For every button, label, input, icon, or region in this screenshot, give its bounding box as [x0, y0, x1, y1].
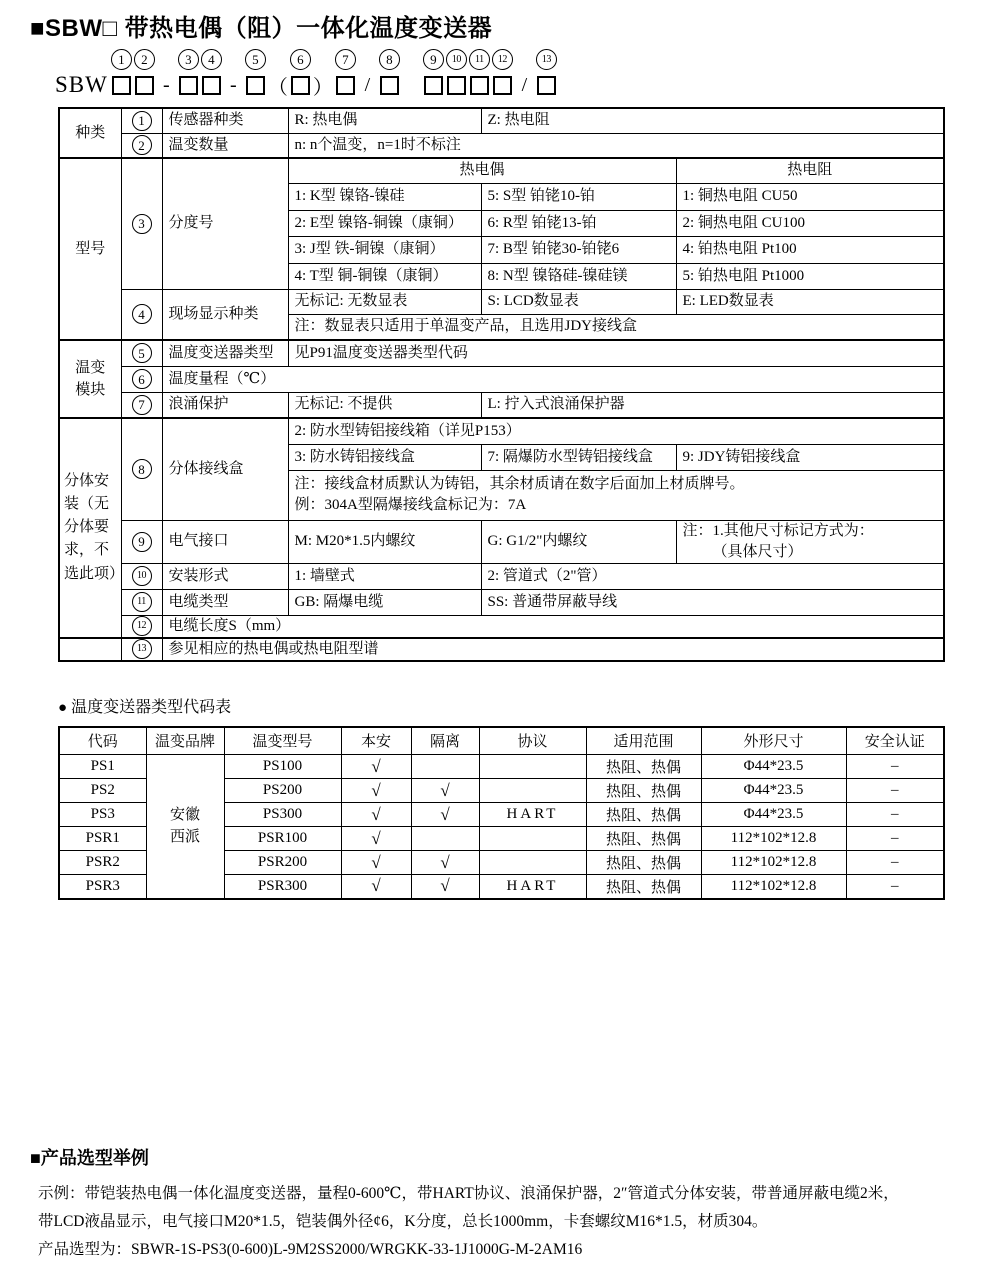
table-row	[59, 563, 944, 589]
item-number-cell	[121, 615, 162, 638]
circled-marker: 13	[536, 49, 557, 70]
code-symbol-area	[162, 73, 171, 97]
cell-intrinsic-safety: √	[341, 875, 411, 899]
transmitter-table-title-text: 温度变送器类型代码表	[71, 698, 232, 716]
cell-protocol: HART	[479, 803, 586, 827]
cell-code: PS1	[59, 755, 146, 779]
circled-number: 2	[132, 135, 152, 155]
column-header: 热电阻	[676, 158, 944, 183]
code-symbol-area	[229, 73, 238, 97]
cell-protocol	[479, 755, 586, 779]
option-cell: M: M20*1.5内螺纹	[288, 520, 481, 563]
cell-safety-cert: –	[846, 779, 944, 803]
marker-spacer	[223, 49, 244, 70]
circled-marker: 5	[245, 49, 266, 70]
cell-isolation	[411, 827, 479, 851]
code-slot	[401, 49, 422, 97]
circled-marker: 7	[335, 49, 356, 70]
cell-applicable-range: 热阻、热偶	[586, 779, 701, 803]
code-box	[447, 76, 466, 95]
example-line: 产品选型为：SBWR-1S-PS3(0-600)L-9M2SS2000/WRGKK-33-1J1000G-M-2AM16	[38, 1240, 583, 1258]
option-cell: 3: J型 铁-铜镍（康铜）	[288, 236, 481, 263]
code-slot	[200, 49, 223, 97]
cell-dimensions: 112*102*12.8	[701, 851, 846, 875]
item-number-cell	[121, 366, 162, 392]
code-slot	[445, 49, 468, 97]
code-symbol-area	[200, 73, 223, 97]
option-cell: 5: S型 铂铑10-铂	[481, 183, 676, 210]
cell-intrinsic-safety: √	[341, 851, 411, 875]
note-line: 例：304A型隔爆接线盒标记为：7A	[294, 497, 527, 513]
circled-marker: 6	[290, 49, 311, 70]
example-heading: ■产品选型举例	[30, 1147, 149, 1168]
option-cell: 无标记: 无数显表	[288, 289, 481, 314]
circled-number: 12	[132, 616, 152, 636]
circled-number: 7	[132, 395, 152, 415]
option-cell: 6: R型 铂铑13-铂	[481, 210, 676, 236]
transmitter-table-body	[59, 755, 944, 899]
circled-number: 5	[132, 343, 152, 363]
option-cell: 无标记: 不提供	[288, 392, 481, 418]
cell-dimensions: 112*102*12.8	[701, 827, 846, 851]
circled-number: 10	[132, 566, 152, 586]
table-row	[59, 340, 944, 366]
code-symbol-area	[312, 73, 334, 97]
cell-model: PS300	[224, 803, 341, 827]
table-row	[59, 108, 944, 133]
cell-isolation: √	[411, 851, 479, 875]
code-symbol-area	[267, 73, 289, 97]
item-number-cell	[121, 520, 162, 563]
circled-number: 8	[132, 459, 152, 479]
code-symbol-area	[133, 73, 156, 97]
option-cell: 4: 铂热电阻 Pt100	[676, 236, 944, 263]
item-number-cell	[121, 589, 162, 615]
note-line: 注：1.其他尺寸标记方式为：	[682, 522, 874, 539]
option-cell: 2: 铜热电阻 CU100	[676, 210, 944, 236]
cell-code: PSR3	[59, 875, 146, 899]
cell-intrinsic-safety: √	[341, 779, 411, 803]
cell-protocol	[479, 779, 586, 803]
code-slot	[110, 49, 133, 97]
option-cell: R: 热电偶	[288, 108, 481, 133]
table-row	[59, 133, 944, 158]
code-symbol-area	[535, 73, 558, 97]
code-slot	[177, 49, 200, 97]
note-line: 注：接线盒材质默认为铸铝，其余材质请在数字后面加上材质牌号。	[294, 476, 745, 492]
cell-model: PS200	[224, 779, 341, 803]
cell-applicable-range: 热阻、热偶	[586, 827, 701, 851]
column-header: 温变品牌	[146, 727, 224, 755]
marker-spacer	[72, 49, 93, 70]
code-symbol-area	[445, 73, 468, 97]
option-cell: 8: N型 镍铬硅-镍硅镁	[481, 263, 676, 289]
cell-applicable-range: 热阻、热偶	[586, 803, 701, 827]
cell-dimensions: Φ44*23.5	[701, 755, 846, 779]
option-cell: 2: 管道式（2"管）	[481, 563, 944, 589]
item-number-cell	[121, 289, 162, 340]
option-cell: Z: 热电阻	[481, 108, 944, 133]
code-slot	[267, 49, 289, 97]
cell-isolation	[411, 755, 479, 779]
group-label: 分体安装（无分体要求，不选此项）	[59, 418, 121, 638]
marker-spacer	[156, 49, 177, 70]
item-number-cell	[121, 158, 162, 289]
cell-dimensions: Φ44*23.5	[701, 803, 846, 827]
code-box	[135, 76, 154, 95]
item-number-cell	[121, 392, 162, 418]
code-box	[112, 76, 131, 95]
circled-number: 9	[132, 532, 152, 552]
table-row	[59, 638, 944, 661]
circled-marker: 1	[111, 49, 132, 70]
code-slot	[156, 49, 177, 97]
item-name: 温度变送器类型	[162, 340, 288, 366]
option-cell: 2: E型 镍铬-铜镍（康铜）	[288, 210, 481, 236]
code-slot	[378, 49, 401, 97]
group-label	[59, 340, 121, 418]
marker-spacer	[357, 49, 378, 70]
code-box	[291, 76, 310, 95]
circled-marker: 10	[446, 49, 467, 70]
code-symbol-area	[110, 73, 133, 97]
item-name: 分度号	[162, 158, 288, 289]
code-slot	[535, 49, 558, 97]
item-number-cell	[121, 563, 162, 589]
option-cell: 7: 隔爆防水型铸铝接线盒	[481, 444, 676, 470]
option-cell: 1: K型 镍铬-镍硅	[288, 183, 481, 210]
option-cell: SS: 普通带屏蔽导线	[481, 589, 944, 615]
example-line: 带LCD液晶显示，电气接口M20*1.5，铠装偶外径¢6，K分度，总长1000mm，卡套螺纹M16*1.5，材质304。	[38, 1212, 768, 1230]
item-number-cell	[121, 340, 162, 366]
circled-number: 1	[132, 111, 152, 131]
cell-safety-cert: –	[846, 803, 944, 827]
group-label-text: 温变模块	[75, 359, 106, 398]
marker-spacer	[312, 49, 333, 70]
code-separator: （	[267, 76, 288, 99]
column-header: 隔离	[411, 727, 479, 755]
circled-number: 6	[132, 369, 152, 389]
note-line: （具体尺寸）	[712, 543, 803, 560]
note-cell	[288, 470, 944, 520]
code-slot	[334, 49, 357, 97]
cell-isolation: √	[411, 875, 479, 899]
code-box	[246, 76, 265, 95]
code-symbol-area	[521, 73, 529, 97]
table-row	[59, 158, 944, 183]
code-slot	[223, 49, 244, 97]
code-box	[493, 76, 512, 95]
marker-spacer	[401, 49, 422, 70]
cell-safety-cert: –	[846, 755, 944, 779]
item-number-cell	[121, 108, 162, 133]
code-slot	[244, 49, 267, 97]
item-name: 温度量程（℃）	[162, 366, 944, 392]
code-symbol-area	[468, 73, 491, 97]
code-slot	[514, 49, 535, 97]
circled-marker: 2	[134, 49, 155, 70]
item-name: 参见相应的热电偶或热电阻型谱	[162, 638, 944, 661]
column-header: 适用范围	[586, 727, 701, 755]
item-name: 分体接线盒	[162, 418, 288, 520]
code-box	[336, 76, 355, 95]
circled-number: 4	[132, 304, 152, 324]
circled-marker: 4	[201, 49, 222, 70]
option-cell: 3: 防水铸铝接线盒	[288, 444, 481, 470]
datasheet-page	[0, 8, 1000, 1258]
brand-text: 安徽西派	[169, 806, 200, 846]
code-symbol-area	[422, 73, 445, 97]
item-name: 电缆类型	[162, 589, 288, 615]
example-body	[38, 1180, 1000, 1264]
table-row	[59, 418, 944, 444]
code-slot	[312, 49, 334, 97]
option-cell: 1: 铜热电阻 CU50	[676, 183, 944, 210]
code-box	[470, 76, 489, 95]
code-separator: /	[521, 73, 528, 96]
option-cell: G: G1/2"内螺纹	[481, 520, 676, 563]
code-symbol-area	[244, 73, 267, 97]
item-name: 电缆长度S（mm）	[162, 615, 944, 638]
column-header: 本安	[341, 727, 411, 755]
group-label: 型号	[59, 158, 121, 340]
transmitter-row	[59, 755, 944, 779]
transmitter-code-table	[58, 726, 945, 900]
cell-code: PS3	[59, 803, 146, 827]
selection-table	[58, 107, 945, 662]
cell-dimensions: 112*102*12.8	[701, 875, 846, 899]
group-label: 种类	[59, 108, 121, 158]
code-symbol-area	[491, 73, 514, 97]
circled-marker: 8	[379, 49, 400, 70]
option-cell: n: n个温变，n=1时不标注	[288, 133, 944, 158]
option-cell: S: LCD数显表	[481, 289, 676, 314]
column-header: 热电偶	[288, 158, 676, 183]
circled-marker: 3	[178, 49, 199, 70]
note-cell: 注：数显表只适用于单温变产品，且选用JDY接线盒	[288, 314, 944, 340]
item-number-cell	[121, 638, 162, 661]
code-slot	[422, 49, 445, 97]
column-header: 协议	[479, 727, 586, 755]
cell-intrinsic-safety: √	[341, 803, 411, 827]
option-cell: 4: T型 铜-铜镍（康铜）	[288, 263, 481, 289]
code-slot	[55, 49, 110, 97]
item-name: 温变数量	[162, 133, 288, 158]
cell-dimensions: Φ44*23.5	[701, 779, 846, 803]
code-symbol-area	[177, 73, 200, 97]
circled-marker: 11	[469, 49, 490, 70]
cell-model: PSR100	[224, 827, 341, 851]
table-row	[59, 289, 944, 314]
column-header: 外形尺寸	[701, 727, 846, 755]
header-row	[59, 727, 944, 755]
item-name: 安装形式	[162, 563, 288, 589]
option-cell: 9: JDY铸铝接线盒	[676, 444, 944, 470]
code-symbol-area	[378, 73, 401, 97]
code-box	[424, 76, 443, 95]
option-cell: E: LED数显表	[676, 289, 944, 314]
cell-code: PS2	[59, 779, 146, 803]
marker-spacer	[514, 49, 535, 70]
model-prefix: SBW	[55, 72, 108, 97]
cell-model: PSR200	[224, 851, 341, 875]
option-cell: 2: 防水型铸铝接线箱（详见P153）	[288, 418, 944, 444]
code-symbol-area	[55, 73, 110, 97]
table-row	[59, 615, 944, 638]
example-line: 示例：带铠装热电偶一体化温度变送器，量程0-600℃，带HART协议、浪涌保护器，2″管道式分体安装，带普通屏蔽电缆2米，	[38, 1184, 899, 1202]
code-slot	[289, 49, 312, 97]
table-row	[59, 520, 944, 563]
marker-spacer	[267, 49, 288, 70]
code-box	[380, 76, 399, 95]
code-separator: -	[163, 73, 170, 96]
page-title: ■SBW□ 带热电偶（阻）一体化温度变送器	[30, 15, 493, 42]
option-cell: 1: 墙壁式	[288, 563, 481, 589]
table-row	[59, 392, 944, 418]
item-name: 传感器种类	[162, 108, 288, 133]
bullet-icon: ●	[58, 699, 68, 716]
code-box	[202, 76, 221, 95]
cell-safety-cert: –	[846, 851, 944, 875]
circled-number: 3	[132, 214, 152, 234]
option-cell: GB: 隔爆电缆	[288, 589, 481, 615]
cell-brand	[146, 755, 224, 899]
cell-applicable-range: 热阻、热偶	[586, 755, 701, 779]
item-name: 电气接口	[162, 520, 288, 563]
option-cell: 见P91温度变送器类型代码	[288, 340, 944, 366]
circled-number: 13	[132, 639, 152, 659]
table-row	[59, 366, 944, 392]
code-symbol-area	[405, 73, 418, 97]
cell-code: PSR1	[59, 827, 146, 851]
code-separator: -	[230, 73, 237, 96]
table-row	[59, 589, 944, 615]
note-cell	[676, 520, 944, 563]
cell-applicable-range: 热阻、热偶	[586, 875, 701, 899]
cell-protocol: HART	[479, 875, 586, 899]
transmitter-table-title	[58, 694, 1000, 717]
option-cell: 5: 铂热电阻 Pt1000	[676, 263, 944, 289]
circled-marker: 9	[423, 49, 444, 70]
cell-model: PS100	[224, 755, 341, 779]
cell-isolation: √	[411, 779, 479, 803]
item-name: 现场显示种类	[162, 289, 288, 340]
column-header: 安全认证	[846, 727, 944, 755]
cell-protocol	[479, 851, 586, 875]
code-slot	[468, 49, 491, 97]
code-slot	[491, 49, 514, 97]
cell-applicable-range: 热阻、热偶	[586, 851, 701, 875]
code-slot	[357, 49, 378, 97]
cell-protocol	[479, 827, 586, 851]
cell-isolation: √	[411, 803, 479, 827]
group-label	[59, 638, 121, 661]
item-number-cell	[121, 133, 162, 158]
code-separator: /	[364, 73, 371, 96]
item-name: 浪涌保护	[162, 392, 288, 418]
cell-safety-cert: –	[846, 827, 944, 851]
code-separator: ）	[312, 76, 333, 99]
cell-code: PSR2	[59, 851, 146, 875]
code-symbol-area	[364, 73, 372, 97]
column-header: 代码	[59, 727, 146, 755]
circled-number: 11	[132, 592, 152, 612]
option-cell: 7: B型 铂铑30-铂铑6	[481, 236, 676, 263]
cell-safety-cert: –	[846, 875, 944, 899]
model-code-line	[55, 49, 1000, 97]
code-slot	[133, 49, 156, 97]
circled-marker: 12	[492, 49, 513, 70]
column-header: 温变型号	[224, 727, 341, 755]
code-symbol-area	[289, 73, 312, 97]
item-number-cell	[121, 418, 162, 520]
option-cell: L: 拧入式浪涌保护器	[481, 392, 944, 418]
code-symbol-area	[334, 73, 357, 97]
cell-model: PSR300	[224, 875, 341, 899]
cell-intrinsic-safety: √	[341, 755, 411, 779]
cell-intrinsic-safety: √	[341, 827, 411, 851]
code-box	[537, 76, 556, 95]
code-box	[179, 76, 198, 95]
